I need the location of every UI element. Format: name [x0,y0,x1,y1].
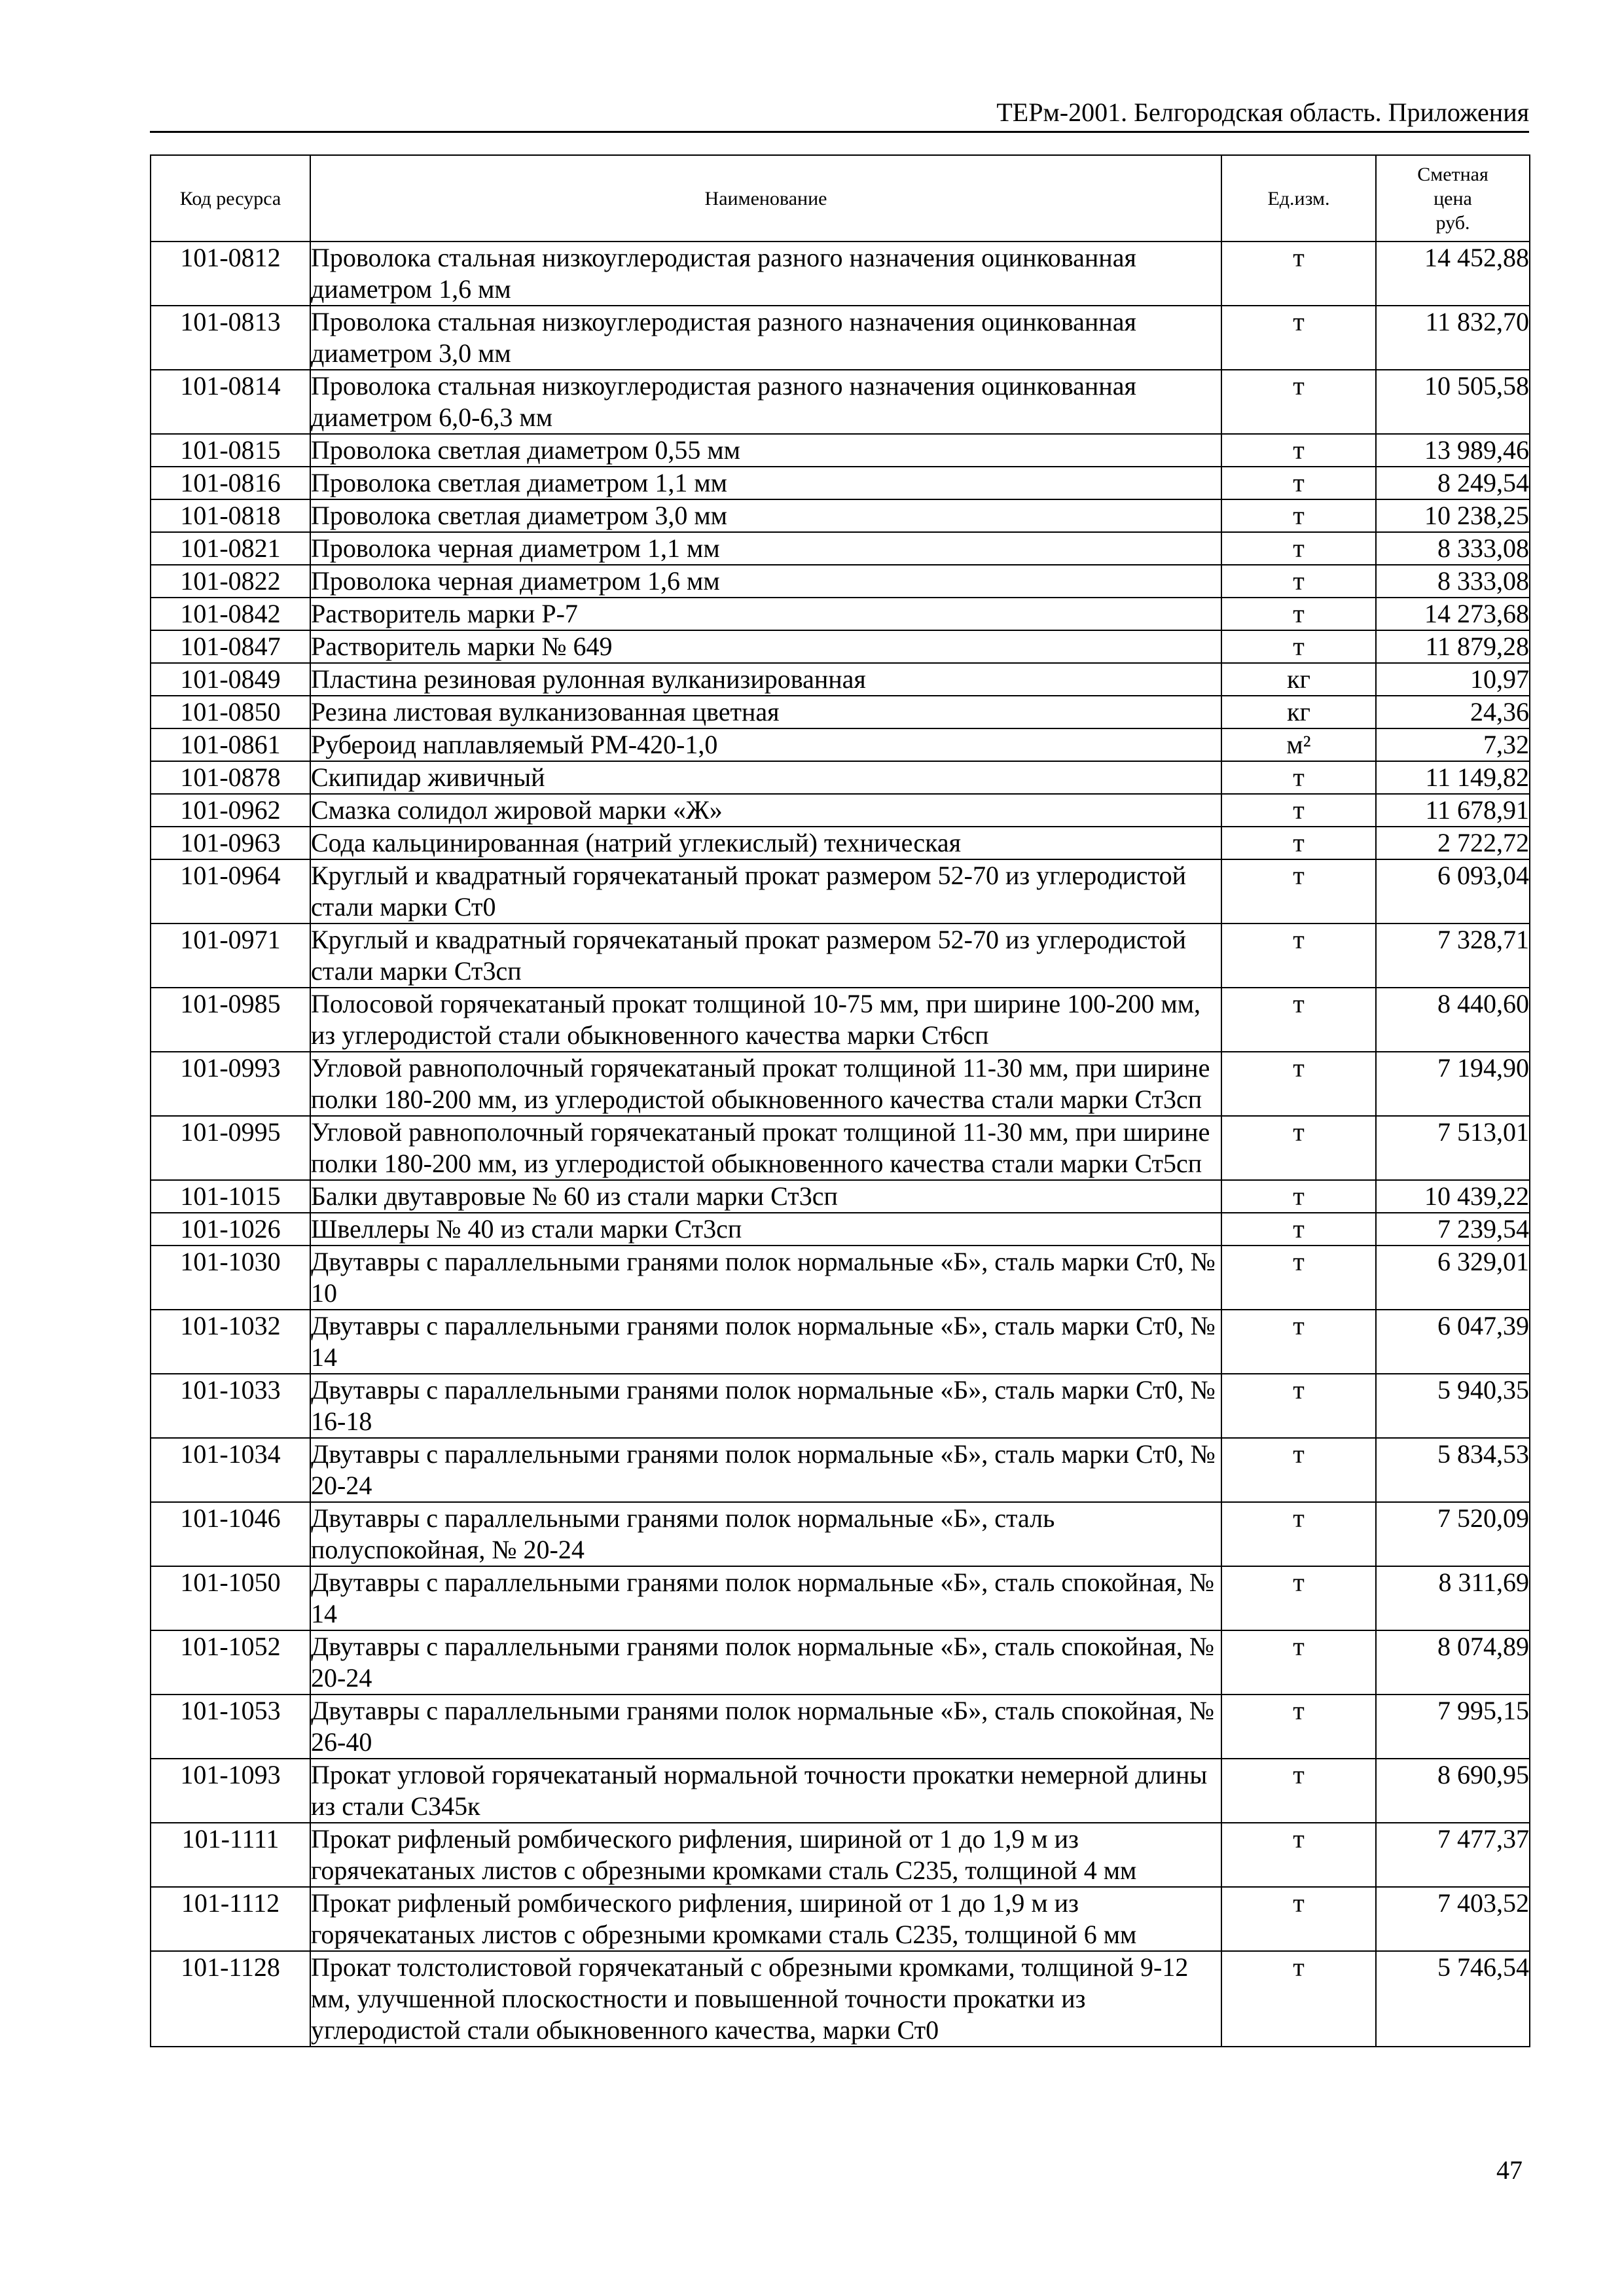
cell-name: Двутавры с параллельными гранями полок нормальные «Б», сталь марки Ст0, № 14 [310,1310,1221,1374]
table-row [151,988,1530,1052]
cell-unit: т [1221,532,1376,565]
cell-price: 14 452,88 [1376,242,1530,306]
cell-unit: кг [1221,696,1376,728]
table-row [151,827,1530,859]
cell-price: 2 722,72 [1376,827,1530,859]
cell-name: Проволока светлая диаметром 0,55 мм [310,434,1221,467]
table-row [151,1116,1530,1180]
cell-name: Полосовой горячекатаный прокат толщиной 10-75 мм, при ширине 100-200 мм, из углеродистой стали обыкновенного качества марки Ст6сп [310,988,1221,1052]
cell-price: 8 074,89 [1376,1630,1530,1695]
cell-price: 11 149,82 [1376,761,1530,794]
cell-price: 11 832,70 [1376,306,1530,370]
cell-name: Двутавры с параллельными гранями полок нормальные «Б», сталь полуспокойная, № 20-24 [310,1502,1221,1566]
cell-code: 101-1053 [151,1695,310,1759]
table-row [151,1180,1530,1213]
cell-unit: кг [1221,663,1376,696]
cell-unit: т [1221,467,1376,499]
cell-name: Резина листовая вулканизованная цветная [310,696,1221,728]
running-header: ТЕРм-2001. Белгородская область. Приложения [996,98,1529,127]
cell-unit: т [1221,1246,1376,1310]
cell-price: 11 678,91 [1376,794,1530,827]
cell-unit: т [1221,434,1376,467]
cell-name: Растворитель марки № 649 [310,630,1221,663]
cell-name: Пластина резиновая рулонная вулканизированная [310,663,1221,696]
table-row [151,1759,1530,1823]
cell-code: 101-1093 [151,1759,310,1823]
cell-unit: т [1221,1823,1376,1887]
cell-code: 101-1050 [151,1566,310,1630]
column-header-price [1376,155,1530,242]
table-row [151,306,1530,370]
cell-price: 13 989,46 [1376,434,1530,467]
cell-unit: т [1221,565,1376,598]
cell-code: 101-1030 [151,1246,310,1310]
cell-code: 101-0995 [151,1116,310,1180]
cell-price: 10 439,22 [1376,1180,1530,1213]
cell-code: 101-0861 [151,728,310,761]
table-row [151,1823,1530,1887]
cell-unit: т [1221,1759,1376,1823]
cell-price: 10,97 [1376,663,1530,696]
cell-unit: т [1221,499,1376,532]
cell-code: 101-0818 [151,499,310,532]
cell-price: 7 403,52 [1376,1887,1530,1951]
cell-code: 101-1052 [151,1630,310,1695]
cell-name: Рубероид наплавляемый РМ-420-1,0 [310,728,1221,761]
cell-code: 101-0878 [151,761,310,794]
cell-code: 101-0850 [151,696,310,728]
cell-unit: т [1221,306,1376,370]
page-number: 47 [1496,2155,1523,2185]
cell-unit: т [1221,630,1376,663]
cell-unit: т [1221,1180,1376,1213]
table-row [151,1213,1530,1246]
cell-price: 7 239,54 [1376,1213,1530,1246]
cell-price: 10 238,25 [1376,499,1530,532]
cell-code: 101-0813 [151,306,310,370]
cell-name: Проволока стальная низкоуглеродистая разного назначения оцинкованная диаметром 1,6 мм [310,242,1221,306]
table-row [151,1887,1530,1951]
cell-name: Круглый и квадратный горячекатаный прокат размером 52-70 из углеродистой стали марки Ст0 [310,859,1221,924]
cell-unit: т [1221,1502,1376,1566]
cell-code: 101-0963 [151,827,310,859]
table-header-row [151,155,1530,242]
cell-price: 5 834,53 [1376,1438,1530,1502]
cell-price: 8 333,08 [1376,565,1530,598]
cell-unit: т [1221,827,1376,859]
cell-unit: т [1221,1213,1376,1246]
cell-name: Скипидар живичный [310,761,1221,794]
table-row [151,1310,1530,1374]
cell-price: 8 249,54 [1376,467,1530,499]
cell-name: Сода кальцинированная (натрий углекислый) техническая [310,827,1221,859]
cell-unit: т [1221,794,1376,827]
cell-name: Круглый и квадратный горячекатаный прокат размером 52-70 из углеродистой стали марки Ст3сп [310,924,1221,988]
cell-code: 101-0847 [151,630,310,663]
cell-price: 8 690,95 [1376,1759,1530,1823]
column-header-unit: Ед.изм. [1221,155,1376,242]
cell-code: 101-0812 [151,242,310,306]
table-row [151,1630,1530,1695]
cell-unit: т [1221,924,1376,988]
cell-name: Растворитель марки Р-7 [310,598,1221,630]
cell-code: 101-0822 [151,565,310,598]
cell-code: 101-0842 [151,598,310,630]
table-row [151,532,1530,565]
cell-name: Прокат толстолистовой горячекатаный с обрезными кромками, толщиной 9-12 мм, улучшенной плоскостности и повышенной точности прокатки из углеродистой стали обыкновенного качества, марки Ст0 [310,1951,1221,2047]
cell-unit: т [1221,1052,1376,1116]
cell-price: 5 940,35 [1376,1374,1530,1438]
table-row [151,1438,1530,1502]
table-row [151,1246,1530,1310]
cell-name: Прокат угловой горячекатаный нормальной точности прокатки немерной длины из стали С345к [310,1759,1221,1823]
cell-code: 101-0816 [151,467,310,499]
table-row [151,434,1530,467]
cell-unit: т [1221,598,1376,630]
cell-name: Прокат рифленый ромбического рифления, шириной от 1 до 1,9 м из горячекатаных листов с обрезными кромками сталь С235, толщиной 6 мм [310,1887,1221,1951]
cell-name: Проволока черная диаметром 1,6 мм [310,565,1221,598]
column-header-name: Наименование [310,155,1221,242]
cell-code: 101-0962 [151,794,310,827]
cell-name: Проволока светлая диаметром 1,1 мм [310,467,1221,499]
cell-name: Двутавры с параллельными гранями полок нормальные «Б», сталь спокойная, № 20-24 [310,1630,1221,1695]
table-row [151,242,1530,306]
cell-code: 101-1034 [151,1438,310,1502]
column-header-price-line: цена [1434,187,1472,209]
table-row [151,499,1530,532]
cell-code: 101-0821 [151,532,310,565]
cell-unit: т [1221,1374,1376,1438]
cell-unit: т [1221,859,1376,924]
cell-name: Двутавры с параллельными гранями полок нормальные «Б», сталь спокойная, № 14 [310,1566,1221,1630]
cell-price: 14 273,68 [1376,598,1530,630]
cell-code: 101-0964 [151,859,310,924]
cell-code: 101-1015 [151,1180,310,1213]
cell-name: Угловой равнополочный горячекатаный прокат толщиной 11-30 мм, при ширине полки 180-200 мм, из углеродистой обыкновенного качества стали марки Ст3сп [310,1052,1221,1116]
cell-code: 101-0849 [151,663,310,696]
cell-unit: т [1221,1695,1376,1759]
table-row [151,794,1530,827]
cell-unit: т [1221,1887,1376,1951]
cell-price: 7,32 [1376,728,1530,761]
cell-price: 5 746,54 [1376,1951,1530,2047]
cell-price: 8 311,69 [1376,1566,1530,1630]
cell-unit: т [1221,988,1376,1052]
cell-code: 101-1032 [151,1310,310,1374]
resource-price-table [150,154,1530,2047]
table-body [151,242,1530,2047]
cell-code: 101-0814 [151,370,310,434]
cell-price: 6 047,39 [1376,1310,1530,1374]
table-row [151,1052,1530,1116]
cell-price: 6 329,01 [1376,1246,1530,1310]
cell-unit: т [1221,1310,1376,1374]
table-row [151,1374,1530,1438]
table-row [151,1695,1530,1759]
table-row [151,1951,1530,2047]
cell-name: Швеллеры № 40 из стали марки Ст3сп [310,1213,1221,1246]
cell-unit: т [1221,1566,1376,1630]
cell-price: 7 194,90 [1376,1052,1530,1116]
cell-code: 101-0971 [151,924,310,988]
table-row [151,1502,1530,1566]
table-row [151,598,1530,630]
table-row [151,370,1530,434]
table-row [151,761,1530,794]
cell-code: 101-1112 [151,1887,310,1951]
column-header-price-line: руб. [1435,211,1470,234]
cell-name: Проволока светлая диаметром 3,0 мм [310,499,1221,532]
cell-price: 7 520,09 [1376,1502,1530,1566]
cell-price: 24,36 [1376,696,1530,728]
cell-name: Прокат рифленый ромбического рифления, шириной от 1 до 1,9 м из горячекатаных листов с обрезными кромками сталь С235, толщиной 4 мм [310,1823,1221,1887]
cell-price: 8 333,08 [1376,532,1530,565]
cell-name: Проволока стальная низкоуглеродистая разного назначения оцинкованная диаметром 6,0-6,3 мм [310,370,1221,434]
cell-code: 101-0993 [151,1052,310,1116]
column-header-price-line: Сметная [1417,163,1489,185]
table-row [151,1566,1530,1630]
cell-price: 8 440,60 [1376,988,1530,1052]
table-row [151,630,1530,663]
cell-unit: т [1221,242,1376,306]
cell-name: Смазка солидол жировой марки «Ж» [310,794,1221,827]
cell-unit: т [1221,1438,1376,1502]
table-row [151,565,1530,598]
table-row [151,696,1530,728]
table-row [151,859,1530,924]
cell-price: 7 513,01 [1376,1116,1530,1180]
cell-price: 6 093,04 [1376,859,1530,924]
cell-price: 7 477,37 [1376,1823,1530,1887]
cell-name: Балки двутавровые № 60 из стали марки Ст3сп [310,1180,1221,1213]
cell-code: 101-1046 [151,1502,310,1566]
cell-code: 101-0815 [151,434,310,467]
cell-code: 101-1111 [151,1823,310,1887]
column-header-code: Код ресурса [151,155,310,242]
cell-unit: м² [1221,728,1376,761]
header-rule [150,131,1529,133]
cell-unit: т [1221,761,1376,794]
cell-price: 10 505,58 [1376,370,1530,434]
cell-name: Двутавры с параллельными гранями полок нормальные «Б», сталь марки Ст0, № 10 [310,1246,1221,1310]
cell-price: 7 328,71 [1376,924,1530,988]
cell-price: 7 995,15 [1376,1695,1530,1759]
table-row [151,728,1530,761]
cell-unit: т [1221,1116,1376,1180]
cell-name: Проволока стальная низкоуглеродистая разного назначения оцинкованная диаметром 3,0 мм [310,306,1221,370]
cell-unit: т [1221,1951,1376,2047]
cell-name: Двутавры с параллельными гранями полок нормальные «Б», сталь марки Ст0, № 16-18 [310,1374,1221,1438]
cell-code: 101-1033 [151,1374,310,1438]
cell-name: Проволока черная диаметром 1,1 мм [310,532,1221,565]
cell-name: Двутавры с параллельными гранями полок нормальные «Б», сталь спокойная, № 26-40 [310,1695,1221,1759]
cell-code: 101-0985 [151,988,310,1052]
table-row [151,924,1530,988]
cell-code: 101-1026 [151,1213,310,1246]
cell-name: Двутавры с параллельными гранями полок нормальные «Б», сталь марки Ст0, № 20-24 [310,1438,1221,1502]
cell-unit: т [1221,370,1376,434]
table-row [151,663,1530,696]
cell-name: Угловой равнополочный горячекатаный прокат толщиной 11-30 мм, при ширине полки 180-200 мм, из углеродистой обыкновенного качества стали марки Ст5сп [310,1116,1221,1180]
table-row [151,467,1530,499]
cell-code: 101-1128 [151,1951,310,2047]
cell-price: 11 879,28 [1376,630,1530,663]
cell-unit: т [1221,1630,1376,1695]
